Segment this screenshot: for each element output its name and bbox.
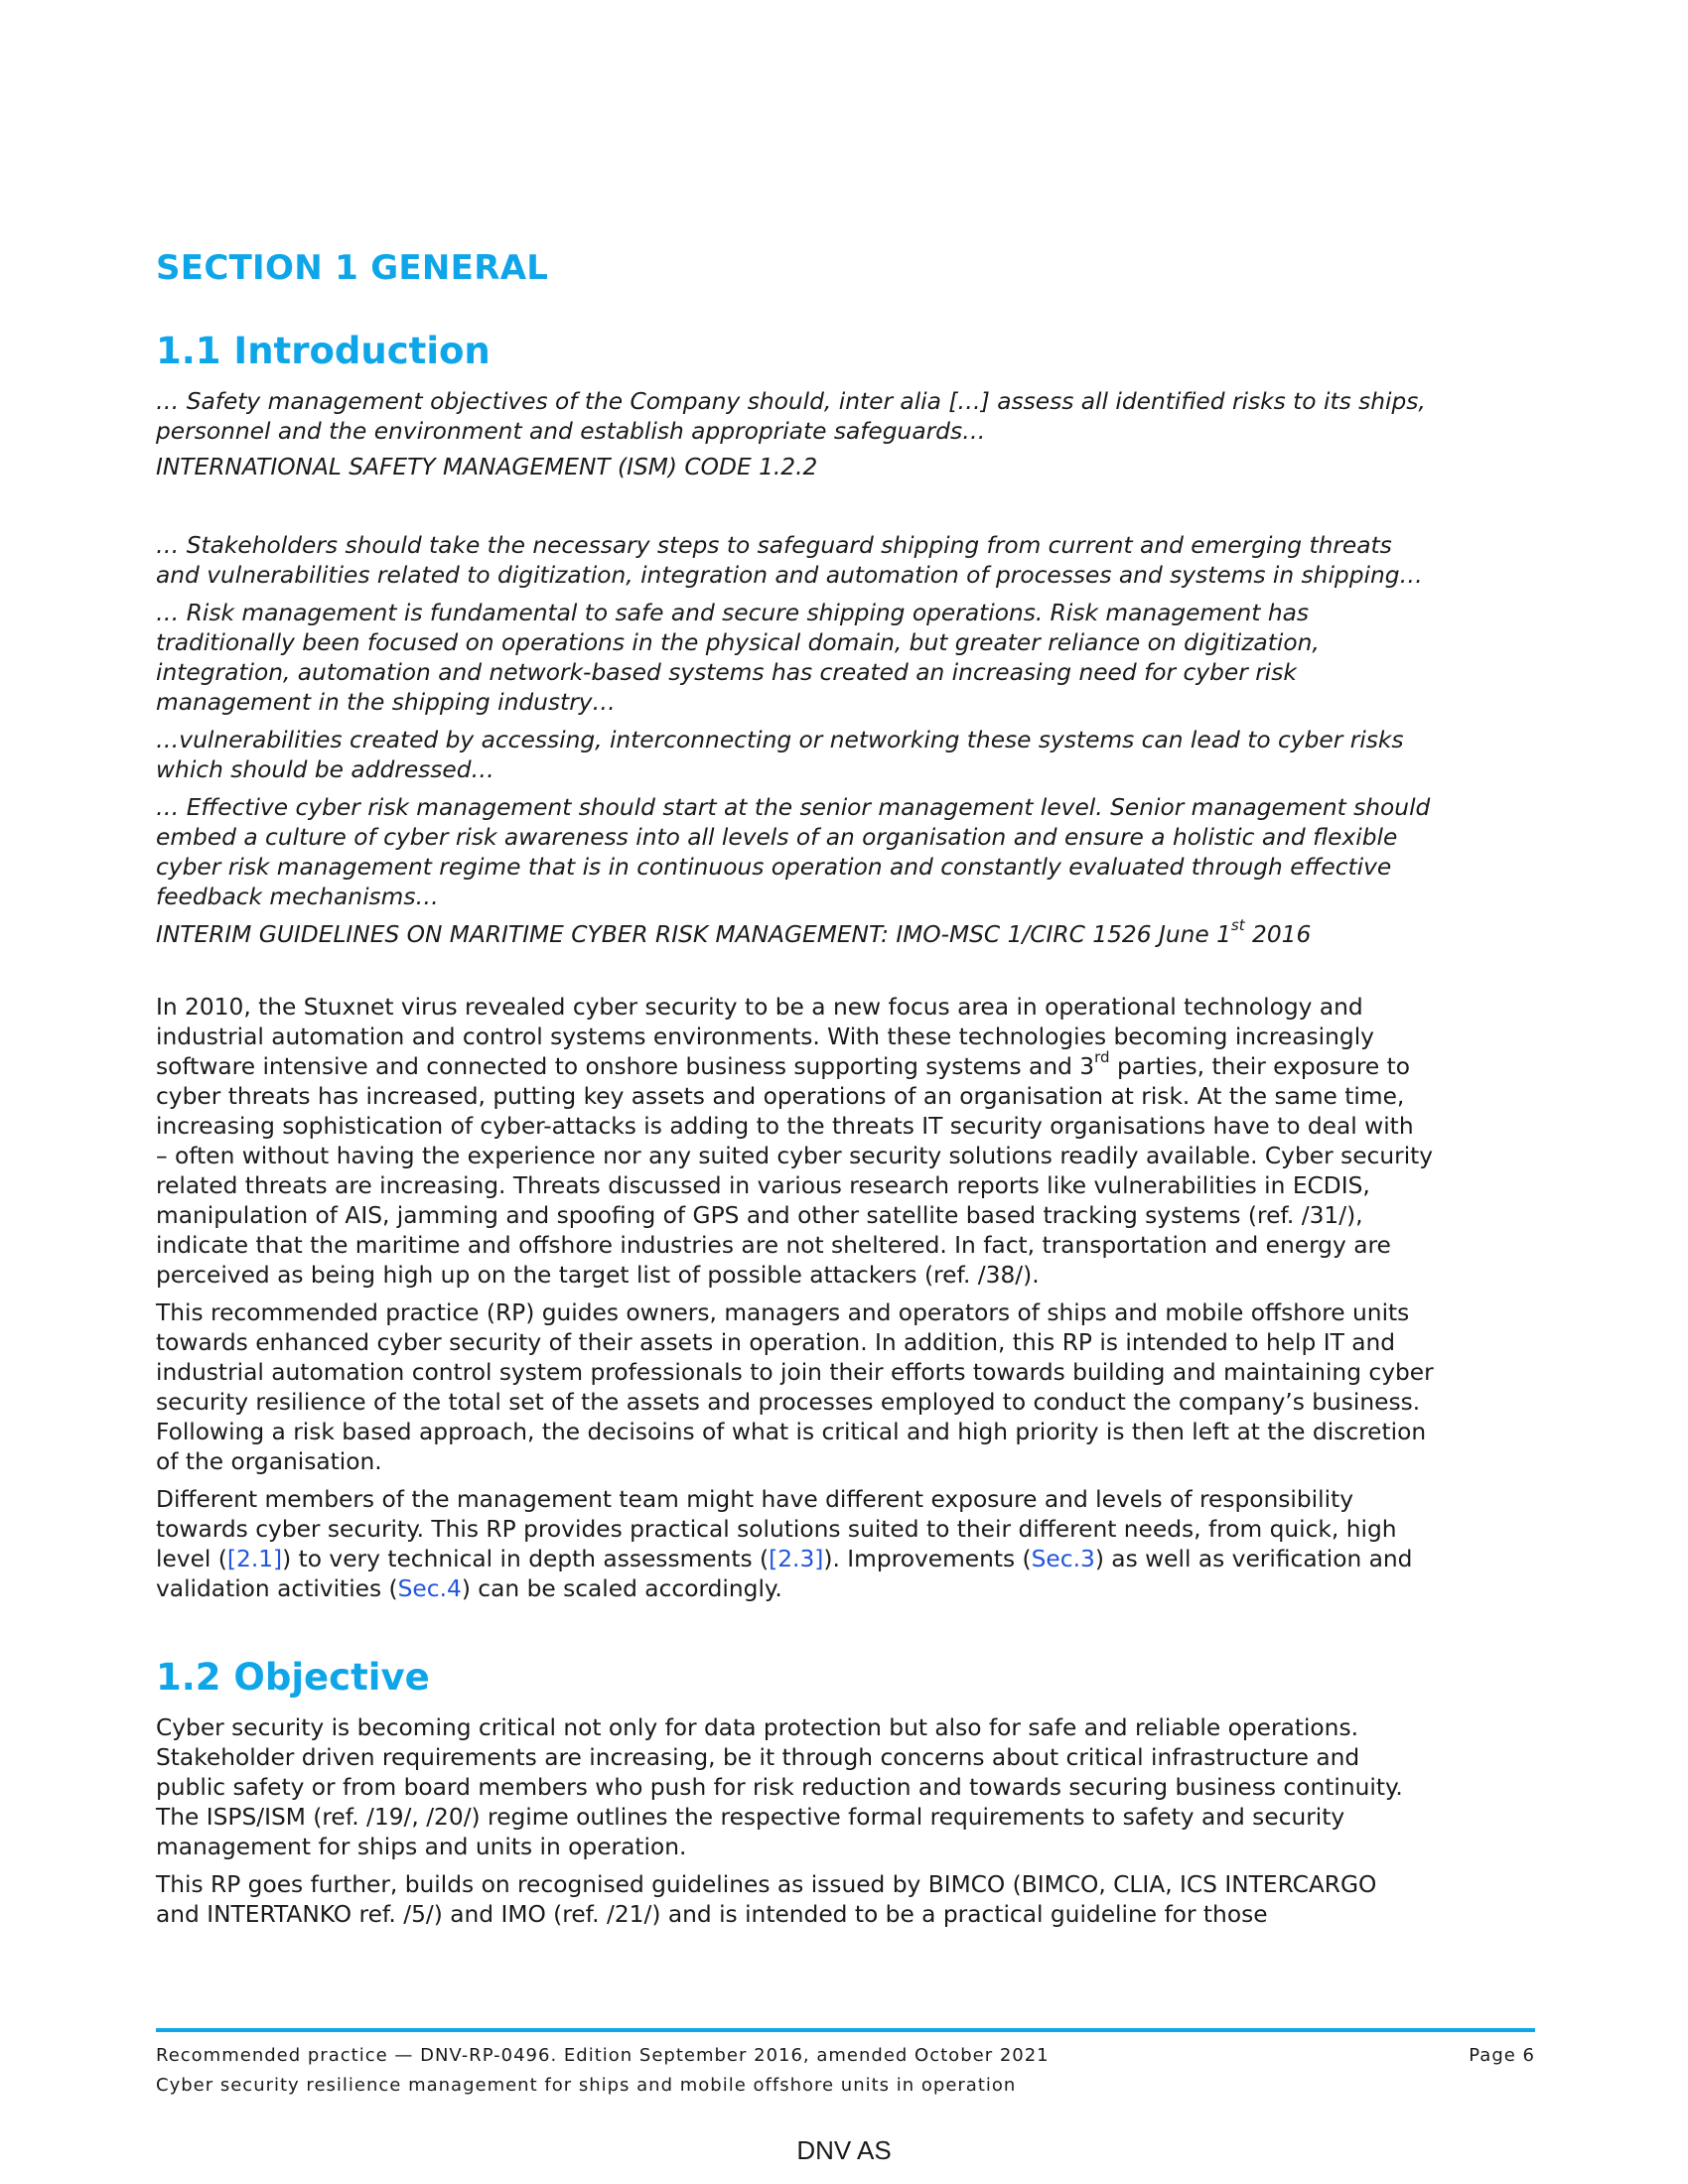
text-line: towards enhanced cyber security of their assets in operation. In addition, this RP is intended to help IT and bbox=[156, 1329, 1396, 1356]
intro-paragraph-1 bbox=[156, 993, 1546, 1612]
quote-line: embed a culture of cyber risk awareness into all levels of an organisation and ensure a holistic and flexible bbox=[156, 824, 1398, 851]
quote-line: and vulnerabilities related to digitization, integration and automation of processes and systems in shipping… bbox=[156, 562, 1423, 589]
objective-paragraph-2 bbox=[156, 1870, 1546, 1930]
paragraph bbox=[156, 993, 1546, 1291]
text-line: In 2010, the Stuxnet virus revealed cyber security to be a new focus area in operational technology and bbox=[156, 994, 1363, 1021]
quote-line: … Risk management is fundamental to safe and secure shipping operations. Risk management has bbox=[156, 600, 1310, 626]
quote-line: cyber risk management regime that is in continuous operation and constantly evaluated through effective bbox=[156, 854, 1392, 881]
quote-line: management in the shipping industry… bbox=[156, 689, 616, 716]
text-line: software intensive and connected to onshore business supporting systems and 3rd parties, their exposure to bbox=[156, 1048, 1411, 1080]
quote-line: … Safety management objectives of the Company should, inter alia […] assess all identified risks to its ships, bbox=[156, 388, 1426, 415]
objective-heading: 1.2 Objective bbox=[156, 1656, 430, 1699]
text-line: of the organisation. bbox=[156, 1448, 382, 1475]
text-line: Following a risk based approach, the decisoins of what is critical and high priority is then left at the discretion bbox=[156, 1419, 1427, 1445]
quote-paragraph bbox=[156, 531, 1546, 591]
footer-document-title: Recommended practice — DNV-RP-0496. Edition September 2016, amended October 2021 bbox=[156, 2045, 1050, 2066]
text-line: industrial automation control system professionals to join their efforts towards building and maintaining cyber bbox=[156, 1359, 1434, 1386]
quote-line: personnel and the environment and establish appropriate safeguards… bbox=[156, 418, 986, 445]
quote-paragraph bbox=[156, 793, 1546, 912]
text-line: indicate that the maritime and offshore industries are not sheltered. In fact, transportation and energy are bbox=[156, 1232, 1391, 1259]
footer-divider bbox=[156, 2028, 1535, 2032]
section-heading: SECTION 1 GENERAL bbox=[156, 248, 549, 288]
link-sec-4[interactable]: Sec.4 bbox=[397, 1575, 462, 1602]
quote-line: … Stakeholders should take the necessary steps to safeguard shipping from current and emerging threats bbox=[156, 532, 1392, 559]
text-line: This recommended practice (RP) guides owners, managers and operators of ships and mobile offshore units bbox=[156, 1299, 1410, 1326]
quote-line: which should be addressed… bbox=[156, 756, 494, 783]
quote-line: feedback mechanisms… bbox=[156, 884, 439, 910]
text-line: Cyber security is becoming critical not only for data protection but also for safe and reliable operations. bbox=[156, 1714, 1358, 1741]
text-line: Different members of the management team might have different exposure and levels of responsibility bbox=[156, 1486, 1354, 1513]
page-number: Page 6 bbox=[1469, 2045, 1535, 2066]
text-line: Stakeholder driven requirements are increasing, be it through concerns about critical infrastructure and bbox=[156, 1744, 1360, 1771]
text-line: management for ships and units in operation. bbox=[156, 1834, 687, 1860]
text-line: security resilience of the total set of the assets and processes employed to conduct the company’s business. bbox=[156, 1389, 1421, 1416]
quote-line: integration, automation and network-based systems has created an increasing need for cyber risk bbox=[156, 659, 1297, 686]
link-2-1[interactable]: [2.1] bbox=[226, 1546, 283, 1572]
text-line: cyber threats has increased, putting key assets and operations of an organisation at risk. At the same time, bbox=[156, 1083, 1405, 1110]
footer-document-subtitle: Cyber security resilience management for ships and mobile offshore units in operation bbox=[156, 2075, 1017, 2096]
quote-paragraph bbox=[156, 599, 1546, 718]
text-line: public safety or from board members who push for risk reduction and towards securing business continuity. bbox=[156, 1774, 1403, 1801]
text-line: This RP goes further, builds on recognised guidelines as issued by BIMCO (BIMCO, CLIA, ICS INTERCARGO bbox=[156, 1871, 1377, 1898]
text-line: level ([2.1]) to very technical in depth assessments ([2.3]). Improvements (Sec.3) as well as verification and bbox=[156, 1546, 1413, 1572]
intro-paragraph-2 bbox=[156, 1298, 1546, 1477]
text-line: – often without having the experience nor any suited cyber security solutions readily available. Cyber security bbox=[156, 1143, 1434, 1169]
text-line: increasing sophistication of cyber-attacks is adding to the threats IT security organisations have to deal with bbox=[156, 1113, 1414, 1140]
quote-paragraph bbox=[156, 726, 1546, 785]
objective-paragraphs bbox=[156, 1713, 1546, 1938]
quote-source: INTERIM GUIDELINES ON MARITIME CYBER RISK MANAGEMENT: IMO-MSC 1/CIRC 1526 June 1st 2016 bbox=[156, 916, 1312, 948]
link-2-3[interactable]: [2.3] bbox=[769, 1546, 824, 1572]
introduction-heading: 1.1 Introduction bbox=[156, 330, 491, 372]
quote-source: INTERNATIONAL SAFETY MANAGEMENT (ISM) CODE 1.2.2 bbox=[156, 454, 818, 480]
imo-quote bbox=[156, 531, 1546, 958]
text-line: related threats are increasing. Threats discussed in various research reports like vulnerabilities in ECDIS, bbox=[156, 1172, 1370, 1199]
objective-paragraph-1 bbox=[156, 1713, 1546, 1862]
company-name: DNV AS bbox=[796, 2135, 892, 2165]
text-line: manipulation of AIS, jamming and spoofing of GPS and other satellite based tracking systems (ref. /31/), bbox=[156, 1202, 1363, 1229]
quote-line: … Effective cyber risk management should start at the senior management level. Senior management should bbox=[156, 794, 1431, 821]
text-line: industrial automation and control systems environments. With these technologies becoming increasingly bbox=[156, 1024, 1374, 1050]
text-line: The ISPS/ISM (ref. /19/, /20/) regime outlines the respective formal requirements to safety and security bbox=[156, 1804, 1345, 1831]
text-line: validation activities (Sec.4) can be scaled accordingly. bbox=[156, 1575, 782, 1602]
ism-quote bbox=[156, 387, 1546, 482]
intro-paragraph-3 bbox=[156, 1485, 1546, 1604]
link-sec-3[interactable]: Sec.3 bbox=[1031, 1546, 1095, 1572]
text-line: perceived as being high up on the target list of possible attackers (ref. /38/). bbox=[156, 1262, 1040, 1289]
quote-line: …vulnerabilities created by accessing, interconnecting or networking these systems can lead to cyber risks bbox=[156, 727, 1404, 753]
text-line: and INTERTANKO ref. /5/) and IMO (ref. /21/) and is intended to be a practical guideline for those bbox=[156, 1901, 1268, 1928]
quote-line: traditionally been focused on operations in the physical domain, but greater reliance on digitization, bbox=[156, 629, 1320, 656]
text-line: towards cyber security. This RP provides practical solutions suited to their different needs, from quick, high bbox=[156, 1516, 1397, 1543]
